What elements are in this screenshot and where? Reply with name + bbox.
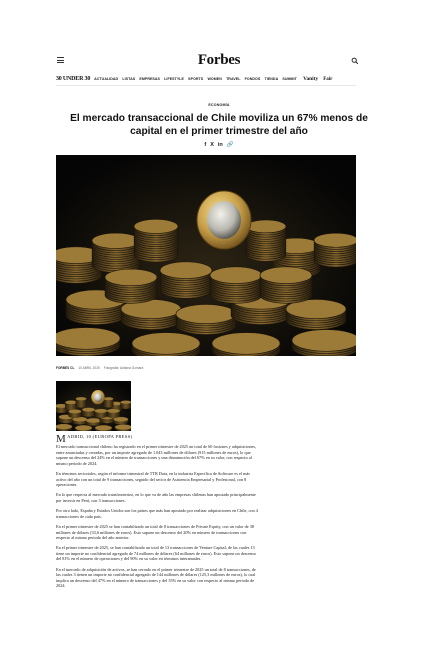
- x-share-icon[interactable]: X: [210, 142, 214, 148]
- nav-divider: [56, 85, 356, 86]
- publish-date: 10 ABRIL 2025: [78, 365, 100, 370]
- author-name[interactable]: FORBES CL: [56, 365, 75, 370]
- paragraph: En términos sectoriales, según el informe trimestral de TTR Data, en la industria Específica de Software es el más activo del año con un total de 9 transacciones, seguido del sector de Asistencia Empresarial y Profesional, con 8 operaciones.: [56, 470, 250, 488]
- paragraph: En el primer trimestre de 2025 se han contabilizado un total de 8 transacciones de Private Equity, con un valor de 38 millones de dólares (33,6 millones de euros). Esto supone un descenso del 20% en número de transacciones con respecto al mismo periodo del año anterior.: [56, 523, 254, 541]
- nav-item-listas[interactable]: LISTAS: [122, 77, 136, 81]
- nav-item-women[interactable]: WOMEN: [207, 77, 222, 81]
- section-nav: [56, 75, 356, 83]
- article-category[interactable]: ECONOMÍA: [208, 103, 230, 107]
- drop-cap: M: [56, 433, 67, 445]
- bimetallic-coin: [197, 191, 251, 249]
- forbes-logo[interactable]: Forbes: [197, 52, 241, 68]
- nav-item-fondos[interactable]: FONDOS: [244, 77, 261, 81]
- copy-link-icon[interactable]: 🔗: [226, 142, 234, 148]
- nav-item-tienda[interactable]: TIENDA: [264, 77, 279, 81]
- nav-vanity-logo[interactable]: Vanity: [303, 76, 319, 82]
- facebook-share-icon[interactable]: f: [204, 142, 207, 148]
- nav-item-summit[interactable]: SUMMIT: [282, 77, 297, 81]
- paragraph: En el primer trimestre de 2025, se han contabilizado un total de 13 transacciones de Venture Capital, de las cuales 13 tiene un importe no confidencial agregado de 74 millones de dólares (64 millones de euros). Esto supone un descenso del 81% en el número de operaciones y del 90% en su valor en términos interanuales.: [56, 545, 257, 562]
- article-thumbnail[interactable]: [56, 381, 131, 431]
- paragraph: En el mercado de adquisición de activos, se han cerrado en el primer trimestre de 2025 un total de 8 transacciones, de las cuales 3 tienen un importe no confidencial agregado de 144 millones de dólares (125,3 millones de euros), lo cual implica un descenso del 47% en el número de transacciones y del 35% en su valor con respecto al mismo periodo de 2024.: [56, 566, 256, 589]
- share-bar: [0, 142, 438, 148]
- paragraph: En lo que respecta al mercado transfronterizo, en lo que va de año las empresas chilenas han apostado principalmente por invertir en Perú, con 3 transacciones.: [56, 492, 256, 503]
- nav-fair-logo[interactable]: Fair: [323, 76, 333, 82]
- paragraph: El mercado transaccional chileno ha registrado en el primer trimestre de 2025 un total de 60 fusiones y adquisiciones, entre anunciadas y cerradas, por un importe agregado de 1.043 millones de dólares (915 millones de euros), lo que supone un descenso del 24% en el número de transacciones y una disminución del 67% en su valor, con respecto al mismo periodo de 2024.: [56, 444, 257, 466]
- nav-item-actualidad[interactable]: ACTUALIDAD: [94, 77, 119, 81]
- article-title: El mercado transaccional de Chile moviliza un 67% menos de capital en el primer trimestre del año: [70, 113, 368, 137]
- hero-image: [56, 155, 356, 356]
- nav-item-sports[interactable]: SPORTS: [188, 77, 204, 81]
- nav-30under30-logo[interactable]: 30 UNDER 30: [56, 76, 91, 82]
- paragraph: Por otro lado, España y Estados Unidos son los países que más han apostado por realizar adquisiciones en Chile, con 4 transacciones de cada país.: [56, 508, 258, 519]
- article-body: [56, 434, 258, 594]
- linkedin-share-icon[interactable]: in: [217, 142, 223, 148]
- photo-credit: [56, 365, 143, 370]
- top-header: [0, 52, 438, 72]
- search-icon[interactable]: [351, 57, 359, 65]
- nav-item-lifestyle[interactable]: LIFESTYLE: [164, 77, 184, 81]
- dateline-text: ADRID, 10 (EUROPA PRESS): [67, 434, 133, 439]
- nav-item-empresas[interactable]: EMPRESAS: [139, 77, 160, 81]
- nav-item-travel[interactable]: TRAVEL: [226, 77, 241, 81]
- photo-caption: Fotografía: Adriana Gomara: [103, 365, 144, 370]
- article-dateline: [56, 433, 258, 445]
